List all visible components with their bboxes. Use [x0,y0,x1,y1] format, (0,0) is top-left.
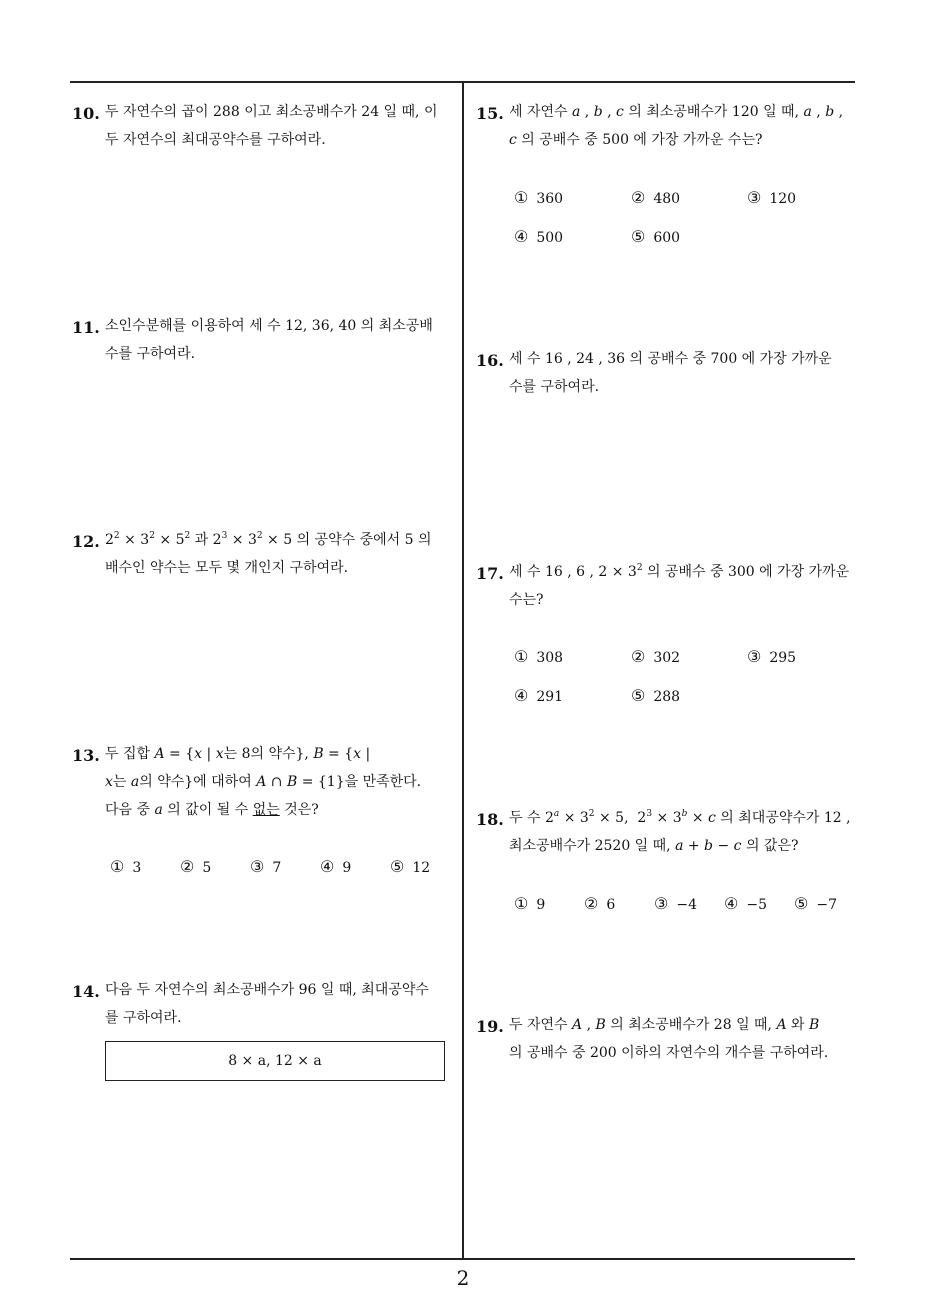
stem-line: 두 수 $2^a \times 3^2 \times 5$, $2^3 \times 3^b \times c$ 의 최대공약수가 12 , [509,809,851,826]
choice-1[interactable]: ① 3 [110,857,142,876]
choice-5[interactable]: ⑤ 600 [631,227,681,246]
problem-stem [509,345,832,401]
choice-3[interactable]: ③ 295 [747,647,797,666]
choice-4[interactable]: ④ −5 [724,894,767,913]
stem-line: 의 공배수 중 200 이하의 자연수의 개수를 구하여라. [509,1045,829,1061]
stem-line: 수를 구하여라. [509,379,600,395]
choice-5[interactable]: ⑤ −7 [794,894,837,913]
choice-1[interactable]: ① 308 [514,647,564,666]
stem-line: 다음 두 자연수의 최소공배수가 96 일 때, 최대공약수 [105,982,429,998]
problem-number: 19. [476,1017,504,1036]
stem-line: 배수인 약수는 모두 몇 개인지 구하여라. [105,560,349,576]
stem-line: 수를 구하여라. [105,346,196,362]
problem-stem [105,312,433,368]
choice-2[interactable]: ② 302 [631,647,681,666]
problem-stem [105,740,421,824]
bottom-rule [70,1258,855,1260]
choice-3[interactable]: ③ −4 [654,894,697,913]
problem-stem [105,526,432,582]
problem-number: 14. [72,982,100,1001]
problem-stem [509,558,849,614]
choice-5[interactable]: ⑤ 288 [631,686,681,705]
stem-line: 두 자연수 A , B 의 최소공배수가 28 일 때, A 와 B [509,1017,820,1033]
choice-4[interactable]: ④ 500 [514,227,564,246]
problem-stem [509,1011,828,1067]
stem-line: 최소공배수가 2520 일 때, a + b − c 의 값은? [509,838,799,854]
math-expression: $2 \times 3^2$ [598,563,643,580]
problem-number: 16. [476,351,504,370]
choice-1[interactable]: ① 360 [514,188,564,207]
choice-2[interactable]: ② 5 [180,857,212,876]
choice-5[interactable]: ⑤ 12 [390,857,431,876]
choice-2[interactable]: ② 6 [584,894,616,913]
problem-number: 17. [476,564,504,583]
choice-4[interactable]: ④ 9 [320,857,352,876]
problem-number: 18. [476,810,504,829]
choice-1[interactable]: ① 9 [514,894,546,913]
stem-line: 두 자연수의 최대공약수를 구하여라. [105,132,326,148]
given-expression-box [105,1041,445,1081]
problem-number: 13. [72,746,100,765]
stem-line: 두 자연수의 곱이 288 이고 최소공배수가 24 일 때, 이 [105,104,438,120]
stem-line: x는 a의 약수}에 대하여 A ∩ B = {1}을 만족한다. [105,774,422,790]
problem-stem [509,804,851,860]
choice-3[interactable]: ③ 7 [250,857,282,876]
column-divider [462,82,464,1259]
math-expression: $2^a \times 3^2 \times 5$, $2^3 \times 3^b \times c$ [544,809,716,826]
math-expression: $2^3 \times 3^2 \times 5$ [212,531,293,548]
problem-number: 10. [72,104,100,123]
stem-line: 세 수 16 , 24 , 36 의 공배수 중 700 에 가장 가까운 [509,351,832,367]
stem-line: 를 구하여라. [105,1010,182,1026]
problem-number: 11. [72,318,100,337]
problem-stem [105,98,437,154]
choice-4[interactable]: ④ 291 [514,686,564,705]
box-text: 8 × a, 12 × a [228,1053,322,1069]
problem-number: 12. [72,532,100,551]
stem-line: 세 자연수 a , b , c 의 최소공배수가 120 일 때, a , b , [509,104,844,120]
stem-line: 수는? [509,592,544,608]
stem-line: 다음 중 a 의 값이 될 수 없는 것은? [105,802,319,818]
choice-2[interactable]: ② 480 [631,188,681,207]
problem-number: 15. [476,104,504,123]
stem-line: 두 집합 A = {x | x는 8의 약수}, B = {x | [105,746,371,762]
stem-line: 세 수 16 , 6 , $2 \times 3^2$ 의 공배수 중 300 에 가장 가까운 [509,563,850,580]
stem-line: 소인수분해를 이용하여 세 수 12, 36, 40 의 최소공배 [105,318,433,334]
math-expression: $2^2 \times 3^2 \times 5^2$ [105,531,191,548]
stem-line: c 의 공배수 중 500 에 가장 가까운 수는? [509,132,763,148]
page-number: 2 [456,1266,470,1290]
problem-stem [105,976,429,1032]
problem-stem [509,98,843,154]
stem-line: $2^2 \times 3^2 \times 5^2$ 과 $2^3 \times 3^2 \times 5$ 의 공약수 중에서 5 의 [105,531,432,548]
choice-3[interactable]: ③ 120 [747,188,797,207]
